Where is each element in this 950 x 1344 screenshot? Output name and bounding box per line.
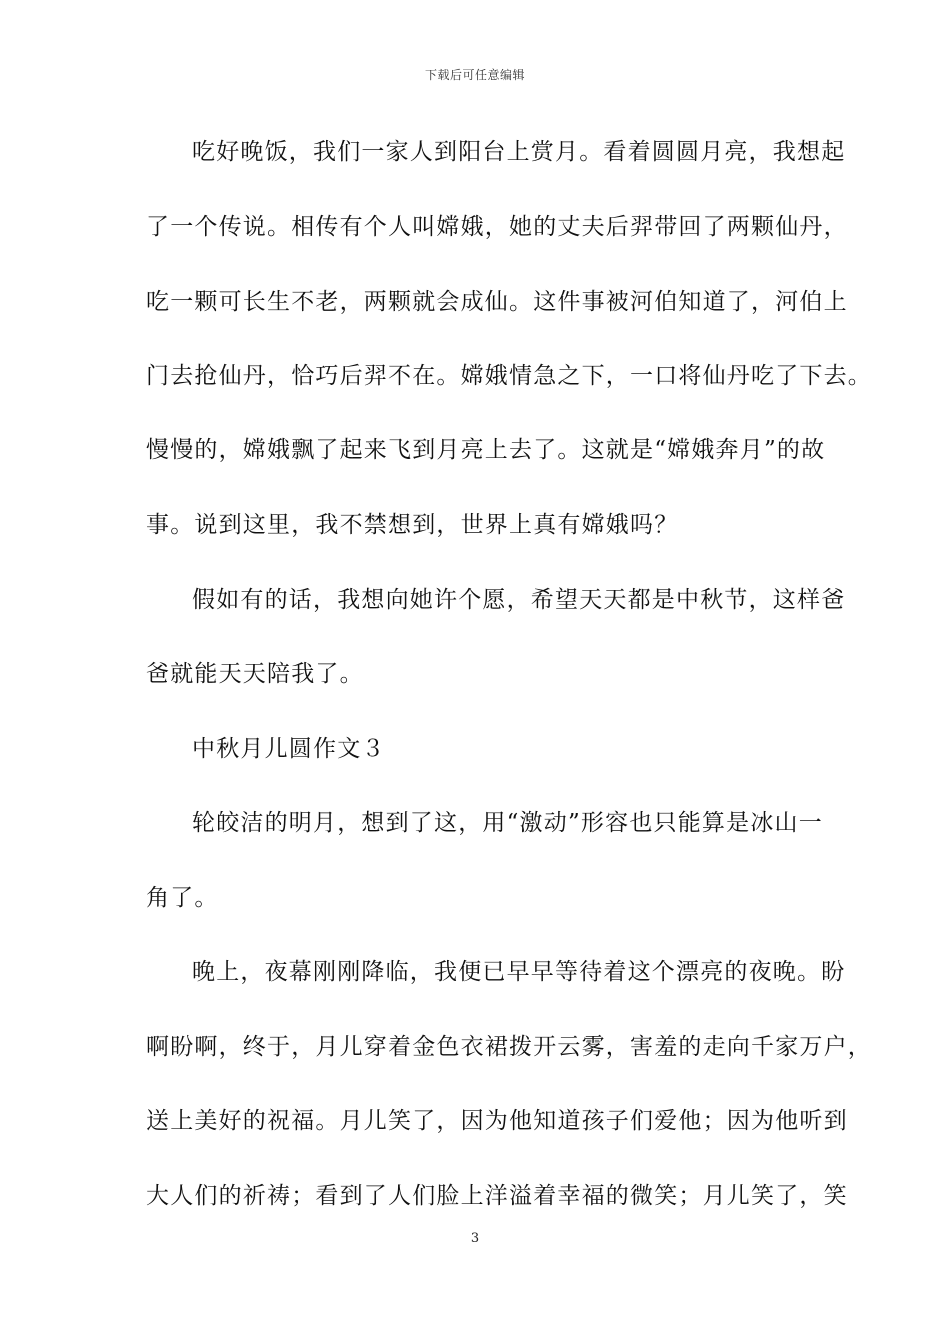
text-line: 轮皎洁的明月，想到了这，用“激动”形容也只能算是冰山一 bbox=[192, 810, 823, 836]
text-line: 啊盼啊，终于，月儿穿着金色衣裙拨开云雾，害羞的走向千家万户， bbox=[146, 1034, 872, 1060]
text-line: 假如有的话，我想向她许个愿，希望天天都是中秋节，这样爸 bbox=[192, 587, 846, 613]
text-line: 晚上，夜幕刚刚降临，我便已早早等待着这个漂亮的夜晚。盼 bbox=[192, 959, 846, 985]
text-line: 大人们的祈祷；看到了人们脸上洋溢着幸福的微笑；月儿笑了，笑 bbox=[146, 1183, 848, 1209]
text-line: 送上美好的祝福。月儿笑了，因为他知道孩子们爱他；因为他听到 bbox=[146, 1108, 848, 1134]
section-heading: 中秋月儿圆作文３ bbox=[192, 736, 386, 762]
text-line: 吃一颗可长生不老，两颗就会成仙。这件事被河伯知道了，河伯上 bbox=[146, 289, 848, 315]
page-header: 下载后可任意编辑 bbox=[424, 68, 525, 82]
text-line: 爸就能天天陪我了。 bbox=[146, 661, 364, 687]
text-line: 了一个传说。相传有个人叫嫦娥，她的丈夫后羿带回了两颗仙丹， bbox=[146, 214, 848, 240]
text-line: 角了。 bbox=[146, 885, 219, 911]
text-line: 门去抢仙丹，恰巧后羿不在。嫦娥情急之下，一口将仙丹吃了下去。 bbox=[146, 363, 872, 389]
text-line: 事。说到这里，我不禁想到，世界上真有嫦娥吗？ bbox=[146, 512, 679, 538]
text-line: 吃好晚饭，我们一家人到阳台上赏月。看着圆圆月亮，我想起 bbox=[192, 139, 846, 165]
text-line: 慢慢的，嫦娥飘了起来飞到月亮上去了。这就是“嫦娥奔月”的故 bbox=[146, 437, 826, 463]
page-number: 3 bbox=[470, 1231, 480, 1246]
